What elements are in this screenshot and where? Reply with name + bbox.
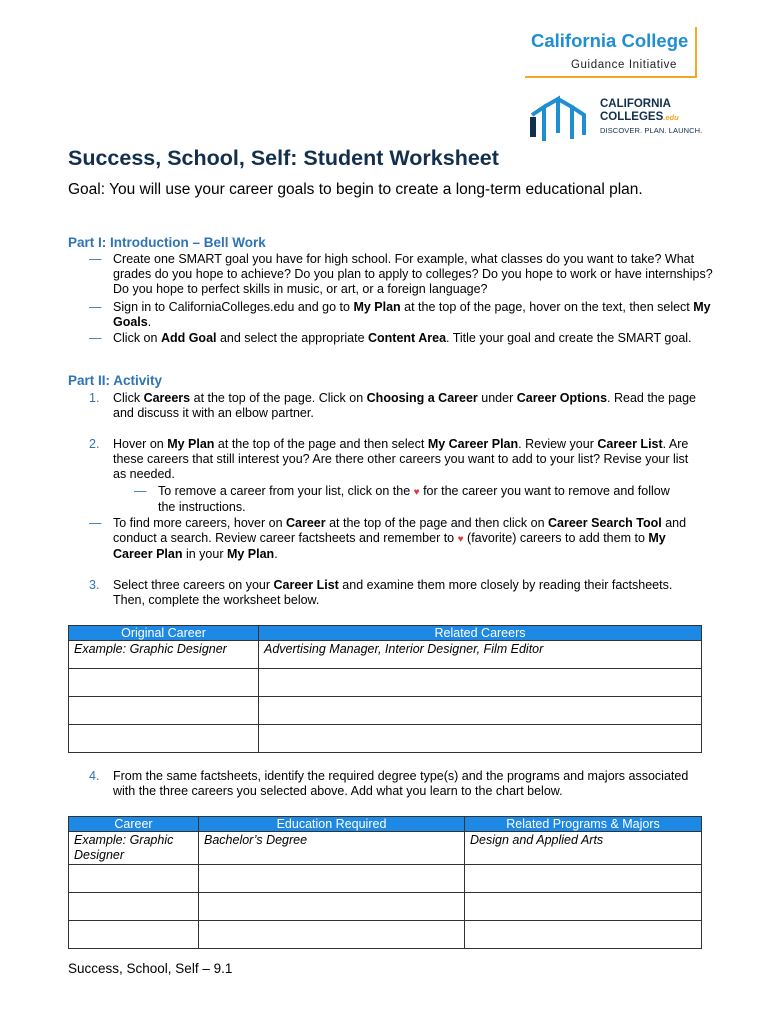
part2-step-2-subitem: — To remove a career from your list, click on the ♥ for the career you want to remove and follow the instructions. [134, 484, 670, 514]
heart-icon: ♥ [413, 487, 420, 498]
table-row [69, 865, 702, 893]
dash-marker: — [89, 252, 102, 266]
part2-heading: Part II: Activity [68, 373, 163, 388]
table-cell[interactable] [69, 921, 199, 949]
dash-marker: — [89, 516, 102, 530]
part2-step-3: 3. Select three careers on your Career List and examine them more closely by reading their factsheets. Then, complete the worksheet below. [89, 578, 673, 607]
part2-step-2b: — To find more careers, hover on Career at the top of the page and then click on Career Search Tool and conduct a search. Review career factsheets and remember to ♥ (favorite) careers to add them to My Career Plan in your My Plan. [89, 516, 687, 561]
step-number: 4. [89, 769, 100, 783]
cc-tagline: DISCOVER. PLAN. LAUNCH. [600, 126, 703, 135]
header-related-programs: Related Programs & Majors [465, 817, 702, 832]
table-row [69, 725, 702, 753]
part1-item-2: — Sign in to CaliforniaColleges.edu and go to My Plan at the top of the page, hover on the text, then select My Goals. [89, 300, 711, 329]
step-number: 1. [89, 391, 100, 405]
cc-line1: CALIFORNIA [600, 98, 671, 110]
californiacolleges-wordmark [600, 98, 702, 137]
header-education-required: Education Required [199, 817, 465, 832]
table-cell[interactable] [465, 921, 702, 949]
page-title: Success, School, Self: Student Worksheet [68, 146, 499, 170]
cc-line2: COLLEGES [600, 111, 664, 123]
header-related-careers: Related Careers [259, 626, 702, 641]
part2-step-4: 4. From the same factsheets, identify the required degree type(s) and the programs and majors associated with the three careers you selected above. Add what you learn to the chart below. [89, 769, 689, 798]
table-cell: Example: Graphic Designer [69, 832, 199, 865]
dash-marker: — [89, 331, 102, 345]
education-table [68, 816, 702, 949]
table-cell[interactable] [259, 669, 702, 697]
dash-marker: — [89, 300, 102, 314]
table-cell: Design and Applied Arts [465, 832, 702, 865]
part1-item-1: — Create one SMART goal you have for high school. For example, what classes do you want to take? What grades do you hope to achieve? Do you plan to apply to colleges? Do you hope to work or have internships? Do you hope to perfect skills in music, or art, or a foreign language? [89, 252, 713, 296]
table-row [69, 697, 702, 725]
part1-item-3: — Click on Add Goal and select the appropriate Content Area. Title your goal and create the SMART goal. [89, 331, 692, 345]
californiacolleges-mark-icon [530, 95, 590, 147]
part2-step-2: 2. Hover on My Plan at the top of the page and then select My Career Plan. Review your Career List. Are these careers that still interest you? Are there other careers you want to add to your list? Revise your list as needed. [89, 437, 689, 481]
table-cell[interactable] [465, 893, 702, 921]
header-career: Career [69, 817, 199, 832]
table-row [69, 669, 702, 697]
table-cell[interactable] [69, 893, 199, 921]
header-original-career: Original Career [69, 626, 259, 641]
ccgi-logo-title: California College [531, 30, 689, 51]
dash-marker: — [134, 484, 147, 498]
part1-heading: Part I: Introduction – Bell Work [68, 235, 266, 250]
table-cell[interactable] [259, 725, 702, 753]
step-number: 2. [89, 437, 100, 451]
table-row [69, 921, 702, 949]
table-cell[interactable] [69, 669, 259, 697]
cc-edu: .edu [663, 113, 679, 122]
table-row [69, 641, 702, 669]
table-row [69, 832, 702, 865]
table-cell: Example: Graphic Designer [69, 641, 259, 669]
ccgi-logo-subtitle: Guidance Initiative [571, 59, 678, 71]
table-cell[interactable] [69, 725, 259, 753]
ccgi-logo [525, 27, 697, 78]
table-cell[interactable] [69, 865, 199, 893]
table-cell: Bachelor’s Degree [199, 832, 465, 865]
table-cell[interactable] [199, 921, 465, 949]
table-cell: Advertising Manager, Interior Designer, Film Editor [259, 641, 702, 669]
part2-step-1: 1. Click Careers at the top of the page. Click on Choosing a Career under Career Options. Read the page and discuss it with an elbow partner. [89, 391, 696, 420]
goal-text: Goal: You will use your career goals to begin to create a long-term educational plan. [68, 181, 643, 198]
heart-icon: ♥ [457, 534, 464, 545]
step-number: 3. [89, 578, 100, 592]
table-cell[interactable] [259, 697, 702, 725]
table-cell[interactable] [69, 697, 259, 725]
table-cell[interactable] [465, 865, 702, 893]
table-cell[interactable] [199, 865, 465, 893]
table-cell[interactable] [199, 893, 465, 921]
page-footer: Success, School, Self – 9.1 [68, 961, 233, 976]
table-row [69, 893, 702, 921]
career-table [68, 625, 702, 753]
